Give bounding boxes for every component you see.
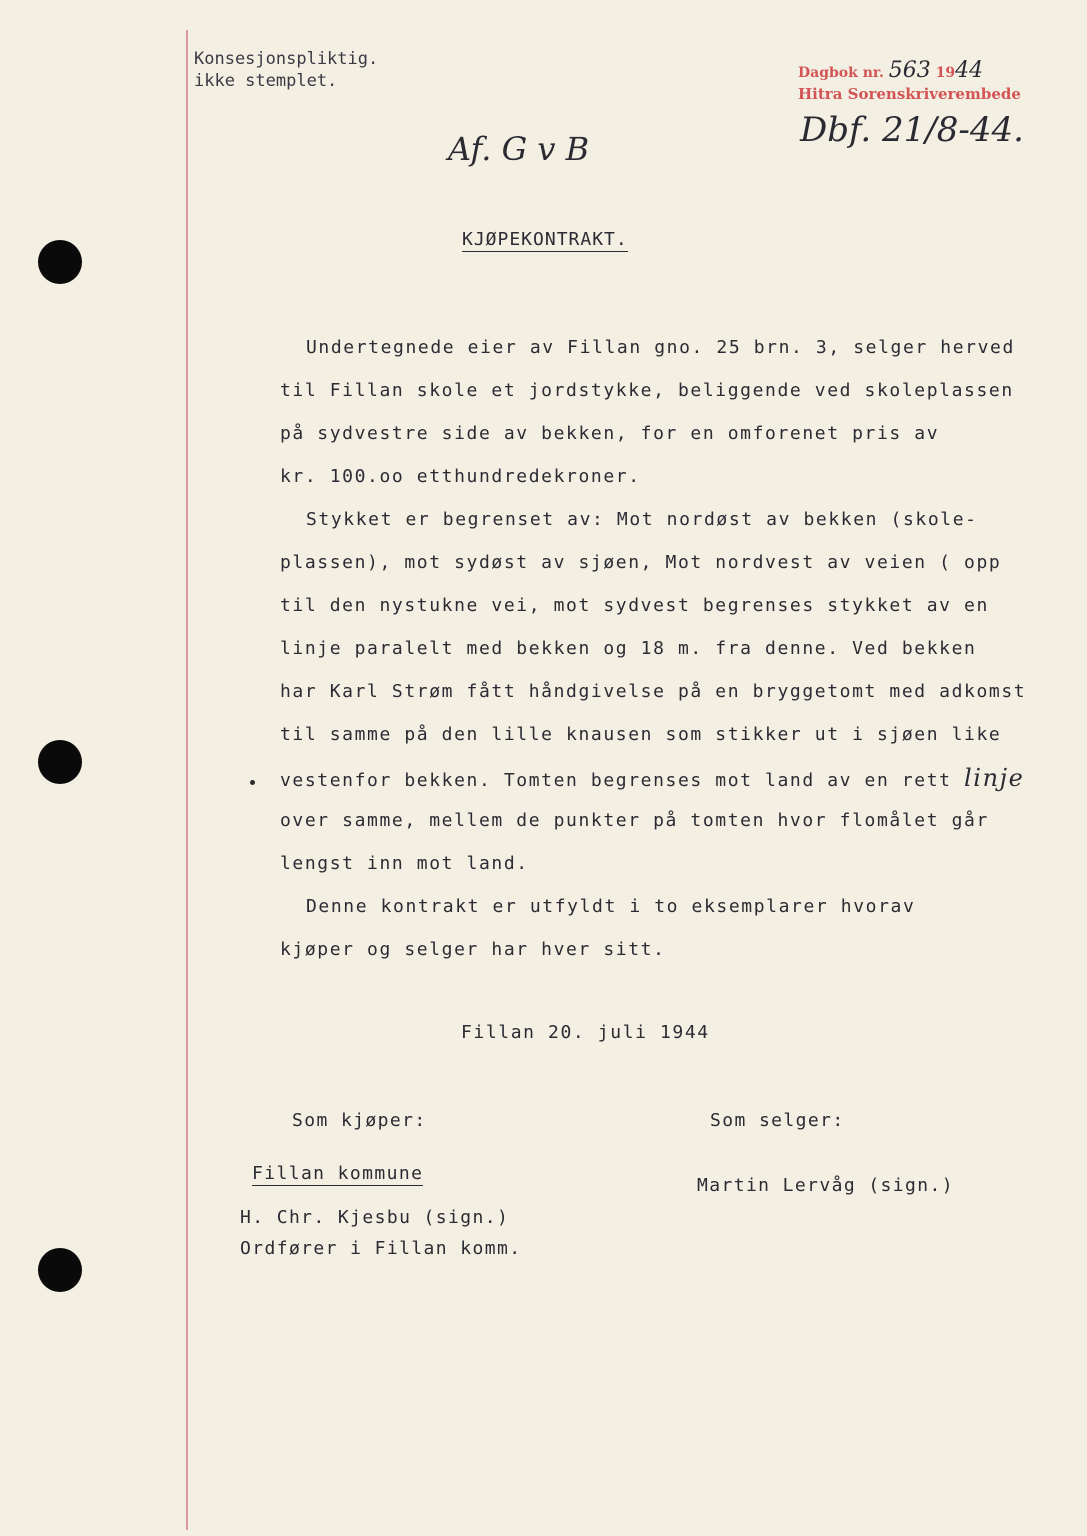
registry-stamp — [798, 58, 1021, 103]
punch-hole-bottom — [38, 1248, 82, 1292]
handwritten-insert: linje — [964, 764, 1025, 792]
body-line: linje paralelt med bekken og 18 m. fra denne. Ved bekken — [280, 638, 977, 659]
buyer-org — [252, 1163, 423, 1184]
body-line-with-insert — [280, 766, 1080, 809]
body-line: lengst inn mot land. — [280, 853, 529, 874]
body-line: kr. 100.oo etthundredekroner. — [280, 466, 641, 487]
margin-rule — [186, 30, 188, 1530]
body-line: kjøper og selger har hver sitt. — [280, 939, 666, 960]
buyer-org-text: Fillan kommune — [252, 1163, 424, 1184]
body-line: Stykket er begrenset av: Mot nordøst av bekken (skole- — [306, 509, 978, 530]
body-line: har Karl Strøm fått håndgivelse på en bryggetomt med adkomst — [280, 681, 1027, 702]
note-line-1: Konsesjonspliktig. — [194, 49, 379, 69]
punch-hole-top — [38, 240, 82, 284]
document-title: KJØPEKONTRAKT. — [462, 229, 628, 250]
body-line: på sydvestre side av bekken, for en omforenet pris av — [280, 423, 940, 444]
body-line: til samme på den lille knausen som stikker ut i sjøen like — [280, 724, 1002, 745]
stamp-year-prefix: 19 — [935, 65, 956, 81]
stamp-year-suffix: 44 — [955, 58, 984, 83]
stamp-dagbok-number: 563 — [888, 58, 931, 83]
body-line: vestenfor bekken. Tomten begrenses mot land av en rett — [280, 770, 952, 791]
concession-note — [194, 48, 378, 92]
handwritten-initials: Af. G v B — [448, 130, 590, 168]
stamp-office: Hitra Sorenskriverembede — [798, 85, 1021, 103]
body-line: til Fillan skole et jordstykke, beliggende ved skoleplassen — [280, 380, 1014, 401]
place-and-date: Fillan 20. juli 1944 — [461, 1022, 710, 1043]
note-line-2: ikke stemplet. — [194, 71, 338, 91]
margin-dot — [250, 780, 255, 785]
contract-body — [280, 336, 1080, 981]
buyer-signatory: H. Chr. Kjesbu (sign.) — [240, 1207, 510, 1228]
registration-note: Dbf. 21/8-44. — [800, 110, 1024, 150]
seller-name: Martin Lervåg (sign.) — [697, 1175, 954, 1196]
body-line: til den nystukne vei, mot sydvest begrenses stykket av en — [280, 595, 989, 616]
body-line: over samme, mellem de punkter på tomten hvor flomålet går — [280, 810, 989, 831]
buyer-label: Som kjøper: — [292, 1110, 427, 1131]
body-line: Undertegnede eier av Fillan gno. 25 brn. 3, selger herved — [306, 337, 1015, 358]
buyer-role: Ordfører i Fillan komm. — [240, 1238, 522, 1259]
seller-label: Som selger: — [710, 1110, 845, 1131]
stamp-dagbok-label: Dagbok nr. — [798, 65, 884, 81]
body-line: Denne kontrakt er utfyldt i to eksemplarer hvorav — [306, 896, 916, 917]
body-line: plassen), mot sydøst av sjøen, Mot nordvest av veien ( opp — [280, 552, 1002, 573]
punch-hole-middle — [38, 740, 82, 784]
